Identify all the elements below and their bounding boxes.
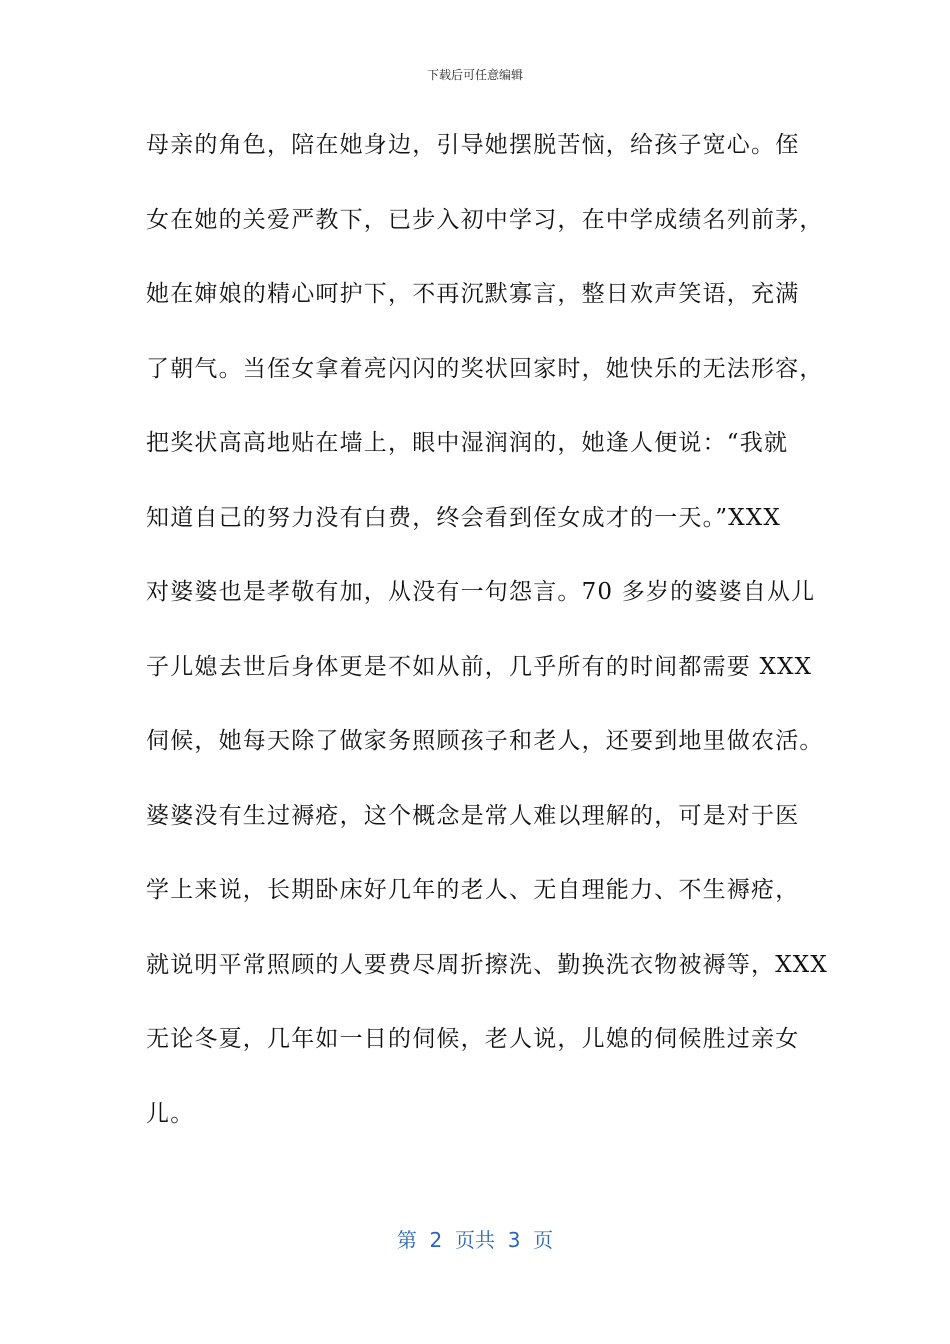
body-line: 儿。	[146, 1100, 195, 1127]
body-line: 知道自己的努力没有白费，终会看到侄女成才的一天。”XXX	[146, 504, 781, 531]
body-line: 把奖状高高地贴在墙上，眼中湿润润的，她逢人便说：“我就	[146, 430, 789, 456]
body-line: 她在婶娘的精心呵护下，不再沉默寡言，整日欢声笑语，充满	[146, 281, 800, 307]
body-line: 了朝气。当侄女拿着亮闪闪的奖状回家时，她快乐的无法形容，	[146, 355, 824, 382]
body-line: 女在她的关爱严教下，已步入初中学习，在中学成绩名列前茅，	[146, 206, 824, 233]
document-body	[146, 122, 828, 1165]
body-line: 对婆婆也是孝敬有加，从没有一句怨言。70 多岁的婆婆自从儿	[146, 579, 816, 605]
body-line: 伺候，她每天除了做家务照顾孩子和老人，还要到地里做农活。	[146, 728, 824, 754]
body-line: 婆婆没有生过褥疮，这个概念是常人难以理解的，可是对于医	[146, 802, 800, 829]
body-line: 学上来说，长期卧床好几年的老人、无自理能力、不生褥疮，	[146, 877, 800, 903]
body-line: 就说明平常照顾的人要费尽周折擦洗、勤换洗衣物被褥等，XXX	[146, 951, 828, 978]
body-line: 子儿媳去世后身体更是不如从前，几乎所有的时间都需要 XXX	[146, 653, 813, 680]
page-footer: 第 2 页共 3 页	[396, 1228, 554, 1252]
body-line: 无论冬夏，几年如一日的伺候，老人说，儿媳的伺候胜过亲女	[146, 1026, 800, 1052]
body-line: 母亲的角色，陪在她身边，引导她摆脱苦恼，给孩子宽心。侄	[146, 132, 800, 158]
page-header: 下载后可任意编辑	[426, 68, 523, 82]
